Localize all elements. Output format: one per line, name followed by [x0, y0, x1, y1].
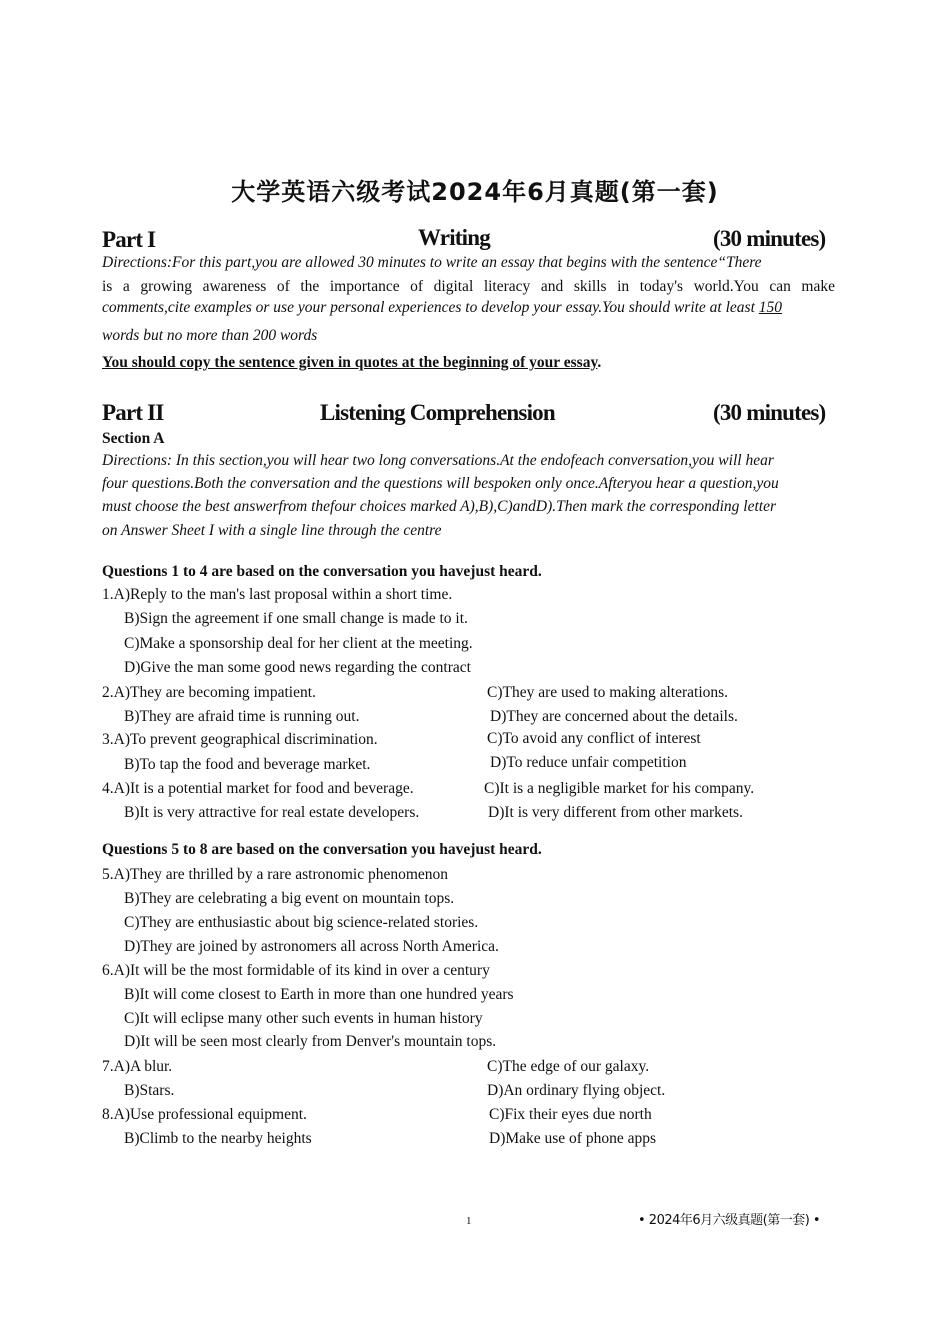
q6-option-d: D)It will be seen most clearly from Denver's mountain tops. [124, 1033, 497, 1050]
part1-time: (30 minutes) [713, 226, 826, 251]
q6-option-b: B)It will come closest to Earth in more than one hundred years [124, 986, 514, 1003]
q1-option-d: D)Give the man some good news regarding the contract [124, 659, 471, 676]
q1-option-c: C)Make a sponsorship deal for her client at the meeting. [124, 635, 473, 652]
q8-option-b: B)Climb to the nearby heights [124, 1130, 312, 1147]
q8-option-c: C)Fix their eyes due north [489, 1106, 652, 1123]
part1-name: Writing [418, 225, 490, 250]
q2-option-b: B)They are afraid time is running out. [124, 708, 360, 725]
q5-option-b: B)They are celebrating a big event on mountain tops. [124, 890, 455, 907]
group2-heading: Questions 5 to 8 are based on the conversation you havejust heard. [102, 841, 542, 858]
part1-directions-line-2: is a growing awareness of the importance of digital literacy and skills in today's world.You can make [102, 278, 835, 295]
running-title: • 2024年6月六级真题(第一套) • [638, 1213, 821, 1228]
part2-directions-line-2: four questions.Both the conversation and the questions will bespoken only once.Afteryou hear a question,you [102, 475, 779, 492]
q4-option-a: 4.A)It is a potential market for food and beverage. [102, 780, 414, 797]
min-words-number: 150 [758, 299, 783, 316]
copy-instruction-text: You should copy the sentence given in quotes at the beginning of your essay [102, 354, 598, 371]
q7-option-b: B)Stars. [124, 1082, 175, 1099]
copy-instruction [102, 354, 601, 372]
q3-option-a: 3.A)To prevent geographical discrimination. [102, 731, 378, 748]
q4-option-d: D)It is very different from other markets. [488, 804, 743, 821]
q1-option-b: B)Sign the agreement if one small change is made to it. [124, 610, 468, 627]
q8-option-d: D)Make use of phone apps [489, 1130, 657, 1147]
q3-option-b: B)To tap the food and beverage market. [124, 756, 371, 773]
part1-directions-line-1: Directions:For this part,you are allowed 30 minutes to write an essay that begins with the sentence“There [102, 254, 762, 271]
exam-title: 大学英语六级考试2024年6月真题(第一套) [231, 178, 719, 206]
q7-option-c: C)The edge of our galaxy. [487, 1058, 650, 1075]
copy-instruction-period: . [597, 354, 602, 371]
part2-time: (30 minutes) [713, 400, 826, 425]
q3-option-d: D)To reduce unfair competition [490, 754, 687, 771]
part1-directions-line-3-text: comments,cite examples or use your personal experiences to develop your essay.You should write at least [102, 299, 759, 316]
part2-directions-line-1: Directions: In this section,you will hear two long conversations.At the endofeach conversation,you will hear [102, 452, 774, 469]
q4-option-c: C)It is a negligible market for his company. [484, 780, 755, 797]
q2-option-d: D)They are concerned about the details. [490, 708, 738, 725]
page-number: 1 [466, 1215, 472, 1227]
part2-directions-line-3: must choose the best answerfrom thefour choices marked A),B),C)andD).Then mark the corresponding letter [102, 498, 777, 515]
q5-option-a: 5.A)They are thrilled by a rare astronomic phenomenon [102, 866, 449, 883]
section-a-heading: Section A [102, 430, 165, 447]
q2-option-c: C)They are used to making alterations. [487, 684, 729, 701]
q5-option-d: D)They are joined by astronomers all across North America. [124, 938, 499, 955]
part1-directions-line-4: words but no more than 200 words [102, 327, 318, 344]
part2-directions-line-4: on Answer Sheet I with a single line through the centre [102, 522, 442, 539]
part2-label: Part II [102, 400, 164, 425]
part1-directions-line-3 [102, 299, 782, 317]
q4-option-b: B)It is very attractive for real estate developers. [124, 804, 420, 821]
q2-option-a: 2.A)They are becoming impatient. [102, 684, 316, 701]
part2-name: Listening Comprehension [320, 400, 555, 425]
q7-option-d: D)An ordinary flying object. [487, 1082, 666, 1099]
q1-option-a: 1.A)Reply to the man's last proposal within a short time. [102, 586, 453, 603]
q3-option-c: C)To avoid any conflict of interest [487, 730, 701, 747]
q8-option-a: 8.A)Use professional equipment. [102, 1106, 307, 1123]
q7-option-a: 7.A)A blur. [102, 1058, 173, 1075]
q6-option-c: C)It will eclipse many other such events in human history [124, 1010, 483, 1027]
part1-label: Part I [102, 227, 156, 252]
group1-heading: Questions 1 to 4 are based on the conversation you havejust heard. [102, 563, 542, 580]
q6-option-a: 6.A)It will be the most formidable of its kind in over a century [102, 962, 490, 979]
q5-option-c: C)They are enthusiastic about big science-related stories. [124, 914, 479, 931]
